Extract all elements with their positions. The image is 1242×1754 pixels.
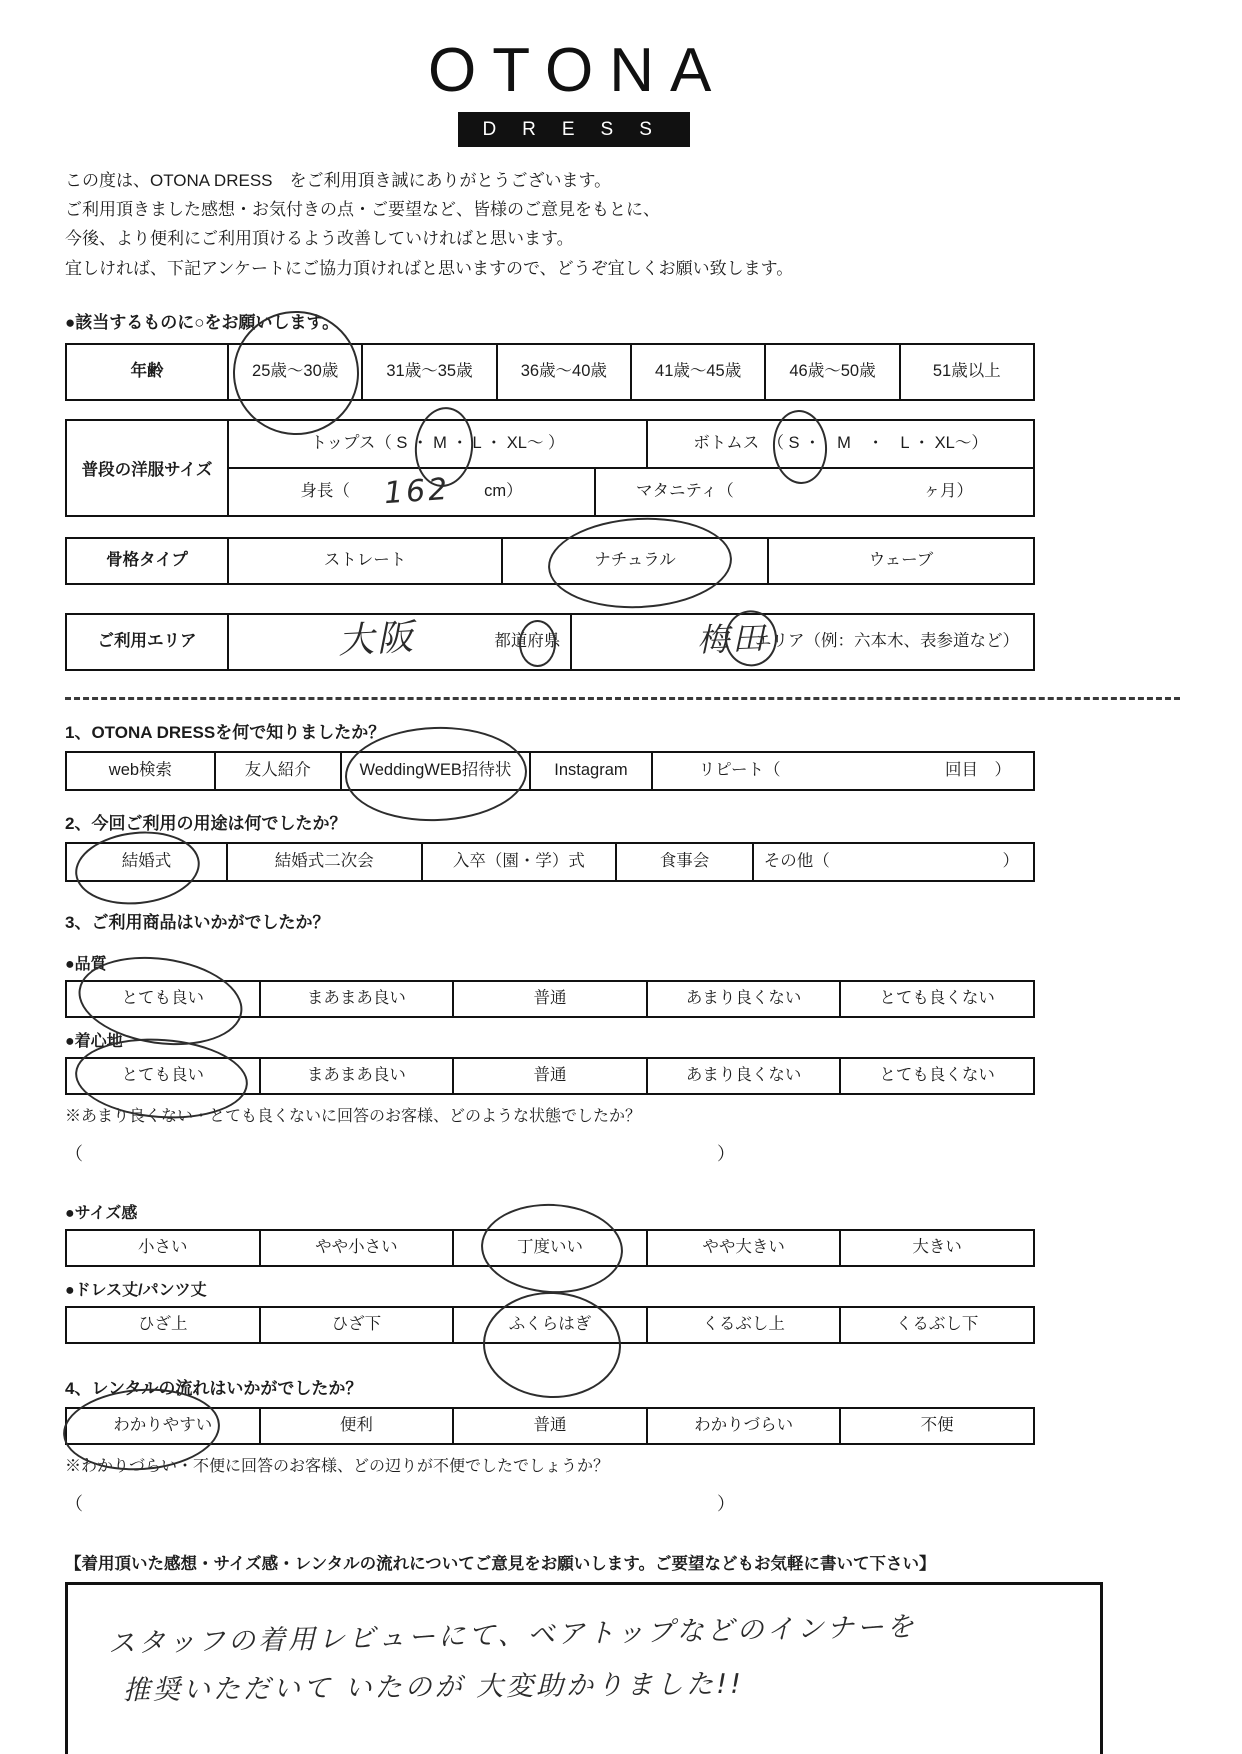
sizefeel-option-label: 丁度いい [516, 1238, 583, 1257]
q1-option-label: web検索 [108, 761, 173, 780]
logo-dress-bar [458, 112, 690, 147]
logo-dress-text: DRESS [482, 119, 678, 140]
comfort-option-label: あまり良くない [685, 1066, 802, 1085]
comment-handwritten-line: スタッフの着用レビューにて、ベアトップなどのインナーを [107, 1611, 917, 1660]
bottoms-prefix: ボトムス （ [693, 434, 784, 453]
length-option-aboveknee [67, 1308, 259, 1342]
q4-title: 4、レンタルの流れはいかがでしたか？ [65, 1378, 363, 1398]
height-cell [229, 469, 594, 515]
prefecture-unit-part: 都道 [494, 632, 528, 651]
q4-answer-parens [65, 1490, 735, 1516]
tops-size-cell [229, 421, 646, 467]
quality-option-verygood [67, 982, 259, 1016]
age-option-label: 46歳～50歳 [789, 362, 876, 381]
q1-options-table [65, 751, 1035, 791]
q3-title: 3、ご利用商品はいかがでしたか？ [65, 912, 330, 932]
sizefeel-option-label: やや小さい [315, 1238, 398, 1257]
q2-option-wedding [67, 844, 226, 880]
comfort-option-notgood [646, 1059, 840, 1093]
bottoms-size-s [789, 433, 800, 454]
q1-title: 1、OTONA DRESSを何で知りましたか？ [65, 722, 386, 742]
length-option-calf [452, 1308, 646, 1342]
maternity-cell [594, 469, 1033, 515]
prefecture-unit [494, 631, 560, 652]
city-handwritten-value [696, 618, 767, 660]
q3-sizefeel-label: ●サイズ感 [65, 1204, 138, 1222]
q4-option-label: 普通 [533, 1416, 567, 1435]
maternity-prefix: マタニティ（ [636, 482, 734, 501]
comment-handwritten-line: 推奨いただいて いたのが 大変助かりました!! [122, 1668, 744, 1706]
q1-option-instagram [529, 753, 650, 789]
q3-quality-label: ●品質 [65, 955, 107, 973]
q4-option-confusing [646, 1409, 840, 1443]
q4-options-table [65, 1407, 1035, 1445]
q4-option-label: 便利 [339, 1416, 373, 1435]
intro-line: 今後、より便利にご利用頂けるよう改善していければと思います。 [65, 229, 574, 249]
paren-open: （ [65, 1143, 83, 1164]
length-option-label: ひざ上 [138, 1315, 188, 1334]
q3-comfort-label: ●着心地 [65, 1032, 123, 1050]
age-table [65, 343, 1035, 401]
usage-area-table [65, 613, 1035, 671]
comfort-option-verygood [67, 1059, 259, 1093]
tops-size-m [433, 433, 447, 454]
size-label: 普段の洋服サイズ [67, 421, 229, 515]
height-handwritten-value: 162 [382, 471, 452, 512]
paren-close: ） [717, 1143, 735, 1164]
q3-quality-table [65, 980, 1035, 1018]
q4-option-label: わかりやすい [113, 1416, 213, 1435]
city-value-part: 田 [731, 618, 768, 658]
intro-line: 宜しければ、下記アンケートにご協力頂ければと思いますので、どうぞ宜しくお願い致します。 [65, 258, 794, 278]
sizefeel-option-label: 大きい [912, 1238, 962, 1257]
age-option-25-30 [227, 345, 361, 399]
bottoms-size-s-label: S [788, 434, 800, 453]
city-value-ta [731, 618, 767, 659]
height-suffix: cm） [484, 482, 523, 501]
q1-option-friend [214, 753, 340, 789]
clothing-size-table [65, 419, 1035, 517]
q1-option-repeat [651, 753, 1033, 789]
q2-title: 2、今回ご利用の用途は何でしたか？ [65, 813, 347, 833]
q1-option-label: WeddingWEB招待状 [359, 761, 512, 780]
comfort-option-label: とても良くない [879, 1066, 995, 1085]
q3-sizefeel-table [65, 1229, 1035, 1267]
sizefeel-option-label: やや大きい [702, 1238, 785, 1257]
q3-length-label: ●ドレス丈/パンツ丈 [65, 1281, 207, 1299]
skeleton-option-label: ウェーブ [868, 551, 934, 570]
paren-open: （ [65, 1493, 83, 1514]
q2-options-table [65, 842, 1035, 882]
q1-option-web [67, 753, 214, 789]
city-value-part: 梅 [696, 619, 733, 659]
comfort-option-label: とても良い [121, 1066, 205, 1085]
q2-option-afterparty [226, 844, 421, 880]
skeleton-label: 骨格タイプ [106, 551, 188, 570]
q2-option-label: 結婚式 [121, 852, 172, 871]
comfort-option-normal [452, 1059, 646, 1093]
area-label: ご利用エリア [97, 632, 197, 651]
intro-line: ご利用頂きました感想・お気付きの点・ご要望など、皆様のご意見をもとに、 [65, 200, 660, 220]
q3-comfort-table [65, 1057, 1035, 1095]
size-row-height-maternity [229, 467, 1033, 515]
quality-option-bad [839, 982, 1033, 1016]
instruction-heading: ●該当するものに○をお願いします。 [65, 312, 340, 332]
intro-paragraph [65, 167, 1242, 282]
comfort-option-label: まあまあ良い [306, 1066, 406, 1085]
comfort-option-label: 普通 [533, 1066, 567, 1085]
age-option-46-50 [764, 345, 898, 399]
age-option-31-35 [361, 345, 495, 399]
sizefeel-option-big [839, 1231, 1033, 1265]
age-label: 年齢 [130, 362, 164, 381]
size-rows [229, 421, 1033, 515]
comfort-option-good [259, 1059, 453, 1093]
quality-option-normal [452, 982, 646, 1016]
age-option-36-40 [496, 345, 630, 399]
q2-other-prefix: その他（ [763, 852, 830, 871]
prefecture-unit-part: 県 [543, 632, 561, 651]
skeleton-type-table [65, 537, 1035, 585]
tops-prefix: トップス（ S ・ [310, 434, 429, 453]
prefecture-handwritten-value: 大阪 [337, 616, 418, 662]
q4-option-easy [67, 1409, 259, 1443]
quality-option-label: 普通 [533, 989, 567, 1008]
q4-option-convenient [259, 1409, 453, 1443]
q1-option-label: Instagram [554, 761, 628, 780]
q2-option-dinner [615, 844, 752, 880]
maternity-suffix: ヶ月） [923, 482, 973, 501]
q2-option-other [752, 844, 1033, 880]
q4-option-normal [452, 1409, 646, 1443]
q4-note: ※わかりづらい・不便に回答のお客様、どの辺りが不便でしたでしょうか？ [65, 1457, 610, 1475]
prefecture-unit-part: 府 [527, 632, 544, 651]
q4-option-label: わかりづらい [694, 1416, 794, 1435]
city-hint: エリア（例：六本木、表参道など） [755, 632, 1019, 651]
age-option-label: 41歳～45歳 [655, 362, 742, 381]
prefecture-unit-fu [527, 631, 544, 652]
length-option-belowknee [259, 1308, 453, 1342]
age-option-label: 25歳～30歳 [252, 362, 339, 381]
bottoms-suffix: ・ M ・ L ・ XL～） [804, 434, 988, 453]
q1-repeat-prefix: リピート（ [698, 761, 781, 780]
q3-note: ※あまり良くない・とても良くないに回答のお客様、どのような状態でしたか？ [65, 1107, 642, 1125]
q1-repeat-suffix: 回目 ） [945, 761, 1011, 780]
city-cell [570, 615, 1033, 669]
dashed-divider [65, 697, 1180, 700]
skeleton-option-label: ナチュラル [594, 551, 676, 570]
comfort-option-bad [839, 1059, 1033, 1093]
quality-option-label: まあまあ良い [306, 989, 406, 1008]
q2-option-label: 結婚式二次会 [274, 852, 374, 871]
q4-option-inconvenient [839, 1409, 1033, 1443]
tops-suffix: ・ L ・ XL～ ） [451, 434, 565, 453]
age-option-label: 31歳～35歳 [386, 362, 473, 381]
comment-box [65, 1582, 1103, 1754]
q3-answer-parens [65, 1140, 735, 1166]
tops-size-m-label: M [433, 434, 447, 453]
q2-other-suffix: ） [1002, 852, 1019, 871]
skeleton-option-natural [501, 539, 767, 583]
skeleton-option-wave [767, 539, 1033, 583]
skeleton-option-label: ストレート [323, 551, 407, 570]
sizefeel-option-small [67, 1231, 259, 1265]
sizefeel-option-bitsmall [259, 1231, 453, 1265]
bottoms-size-cell [646, 421, 1033, 467]
intro-line: この度は、OTONA DRESS をご利用頂き誠にありがとうございます。 [65, 171, 612, 190]
sizefeel-option-label: 小さい [138, 1238, 188, 1257]
quality-option-label: とても良くない [879, 989, 995, 1008]
length-option-label: ひざ下 [331, 1315, 382, 1334]
prefecture-cell [227, 615, 570, 669]
age-option-label: 51歳以上 [932, 362, 1001, 381]
quality-option-label: あまり良くない [685, 989, 802, 1008]
height-prefix: 身長（ [300, 482, 350, 501]
paren-close: ） [717, 1493, 735, 1514]
size-row-tops-bottoms [229, 421, 1033, 467]
q1-option-label: 友人紹介 [244, 761, 311, 780]
sizefeel-option-bitbig [646, 1231, 840, 1265]
q1-option-weddingweb [340, 753, 530, 789]
q4-option-label: 不便 [920, 1416, 954, 1435]
length-option-label: くるぶし上 [702, 1315, 785, 1334]
q2-option-ceremony [421, 844, 616, 880]
q3-length-table [65, 1306, 1035, 1344]
length-option-label: ふくらはぎ [508, 1315, 592, 1334]
quality-option-label: とても良い [121, 989, 205, 1008]
q2-option-label: 入卒（園・学）式 [452, 852, 585, 871]
age-option-41-45 [630, 345, 764, 399]
skeleton-option-straight [227, 539, 501, 583]
quality-option-good [259, 982, 453, 1016]
logo-otona-text: OTONA [428, 36, 728, 105]
comment-section-header: 【着用頂いた感想・サイズ感・レンタルの流れについてご意見をお願いします。ご要望などもお気軽に書いて下さい】 [65, 1554, 936, 1573]
length-option-label: くるぶし下 [895, 1315, 979, 1334]
quality-option-notgood [646, 982, 840, 1016]
length-option-aboveankle [646, 1308, 840, 1342]
q2-option-label: 食事会 [659, 852, 710, 871]
logo [420, 36, 728, 147]
age-option-label: 36歳～40歳 [520, 362, 607, 381]
length-option-belowankle [839, 1308, 1033, 1342]
sizefeel-option-justright [452, 1231, 646, 1265]
age-option-51plus [899, 345, 1033, 399]
